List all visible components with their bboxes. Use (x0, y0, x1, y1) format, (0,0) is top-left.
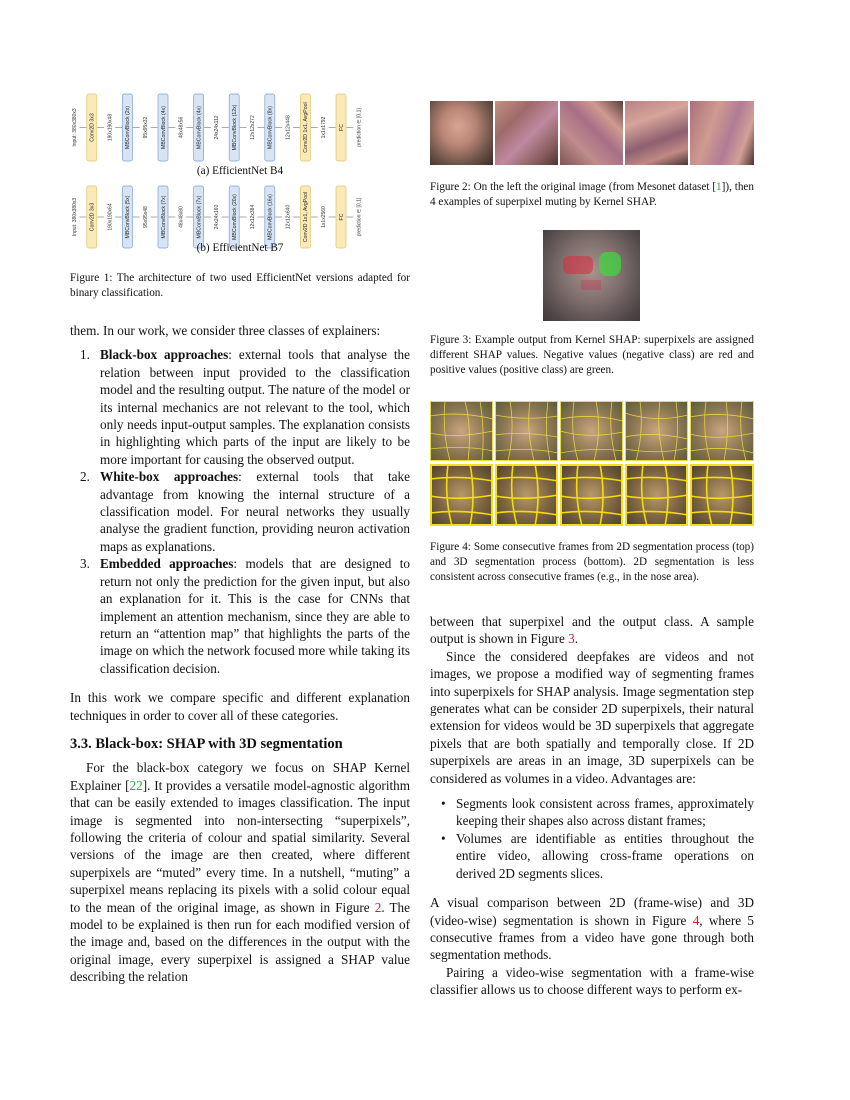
figure-4-caption: Figure 4: Some consecutive frames from 2D segmentation process (top) and 3D segmentation process (bottom). 2D segmentation is less consistent across consecutive frames (e.g., in the nose area). (430, 541, 754, 583)
b7-label: 12x12x640 (285, 204, 292, 230)
b4-label: 12x12x448 (285, 115, 292, 140)
figure-2-caption (430, 180, 754, 210)
shap-paragraph (70, 759, 410, 985)
advantages-list (430, 795, 754, 882)
list-item-text: Segments look consistent across frames, approximately keeping their shapes also across distant frames; (456, 796, 754, 829)
positive-superpixel (599, 252, 621, 276)
shap-output-image (543, 230, 640, 321)
figure-link[interactable]: 3 (568, 631, 575, 647)
b4-label: FC (338, 124, 345, 131)
b7-label: 24x24x160 (214, 204, 221, 230)
bullet-icon: • (441, 830, 446, 846)
b4-label: MBConvBlock (2x) (125, 106, 132, 149)
list-item-title: Embedded approaches (100, 556, 234, 572)
b4-label: 95x95x32 (143, 116, 149, 139)
efficientnet-b4-diagram (70, 90, 410, 165)
b7-label: 1x1x2560 (321, 206, 327, 228)
paragraph: Since the considered deepfakes are videos and not images, we propose a modified way of segmenting frames into superpixels for SHAP analysis. Image segmentation step generates what can be consider 2D superpixels, their natural extension for videos would be 3D superpixels that aggregate pixels that are both spatially and temporally close. If 2D superpixels are areas in an image, 3D superpixels can be considered as volumes in a video. Advantages are: (430, 648, 754, 786)
b4-label: 190x190x48 (107, 113, 114, 142)
b7-label: MBConvBlock (7x) (160, 195, 167, 239)
b7-label: MBConvBlock (16x) (267, 194, 274, 240)
b4-label: 12x12x272 (249, 115, 256, 140)
paragraph-text: , where 5 consecutive frames from a video have gone through both segmentation methods. (430, 912, 755, 963)
b7-label: Conv2D 1x1, AvgPool (303, 191, 310, 243)
b4-label: prediction ∈ [0,1] (356, 108, 363, 147)
list-item (430, 830, 754, 882)
b7-label: Input: 380x380x3 (71, 197, 78, 237)
negative-superpixel (581, 280, 601, 290)
muted-face-image (625, 101, 688, 165)
list-number: 2. (80, 469, 90, 485)
figure-1 (70, 90, 410, 265)
figure-link[interactable]: 4 (692, 912, 700, 928)
segmentation-grid (430, 401, 754, 526)
muted-face-image (560, 101, 623, 165)
bullet-icon: • (441, 796, 446, 812)
b7-label: MBConvBlock (20x) (232, 194, 238, 240)
figure-1-caption: Figure 1: The architecture of two used EfficientNet versions adapted for binary classification. (70, 272, 410, 299)
list-item (430, 795, 754, 830)
b7-label: MBConvBlock (7x) (196, 195, 203, 239)
list-item-text: : models that are designed to return not only the prediction for the given input, but also an explanation for it. This is the case for CNNs that implement an attention mechanism, since they are able to return an “attention map” that highlights the parts of the image on which the network focused more while taking its classification decision. (100, 556, 410, 676)
citation-link[interactable]: 22 (129, 777, 143, 793)
shap-text: . The model to be explained is then run for each modified version of the image and, based on the differences in the output with the original image, every superpixel is assigned a SHAP value describing the relation (70, 899, 411, 985)
b7-label: MBConvBlock (5x) (125, 195, 132, 239)
right-column (430, 613, 754, 999)
b7-label: prediction ∈ [0,1] (356, 197, 363, 237)
paragraph-text: . (574, 631, 578, 647)
muted-face-image (690, 101, 754, 165)
b7-label: Conv2D 3x3 (89, 202, 96, 232)
figure-2-strip (430, 101, 754, 165)
paragraph-text: A visual comparison between 2D (frame-wise) and 3D (video-wise) segmentation is shown in Figure (430, 895, 754, 928)
intro-paragraph: them. In our work, we consider three classes of explainers: (70, 323, 381, 338)
original-face-image (430, 101, 493, 165)
b4-label: MBConvBlock (4x) (196, 106, 203, 149)
b4-label: Conv2D 1x1, AvgPool (303, 102, 310, 153)
compare-paragraph: In this work we compare specific and different explanation techniques in order to cover all of these categories. (70, 690, 410, 723)
shap-text: ]. It provides a versatile model-agnostic algorithm that can be easily extended to images classification. The input image is segmented into non-intersecting “superpixels”, following the criteria of colour and spatial similarity. Several versions of the image are then created, where different superpixels are “muted” every time. In a nutshell, “muting” a superpixel means replacing its pixels with a solid colour equal to the mean of the original image, as shown in Figure (70, 777, 410, 915)
b4-label: MBConvBlock (12x) (232, 104, 238, 151)
b4-label: 24x24x112 (214, 115, 221, 140)
shap-text: For the black-box category we focus on SHAP Kernel Explainer [ (70, 760, 410, 793)
explainer-list (70, 346, 410, 677)
figure-3-caption: Figure 3: Example output from Kernel SHAP: superpixels are assigned different SHAP values. Negative values (negative class) are red and positive values (positive class) are green. (430, 334, 754, 376)
negative-superpixel (563, 256, 593, 274)
b4-label: Input: 380x380x3 (71, 108, 78, 147)
list-item (70, 555, 410, 677)
section-title: 3.3. Black-box: SHAP with 3D segmentation (70, 735, 343, 752)
caption-text: ]), then 4 examples of superpixel muting by Kernel SHAP. (430, 181, 754, 208)
paragraph: Pairing a video-wise segmentation with a frame-wise classifier allows us to choose different ways to perform ex- (430, 964, 754, 998)
b7-label: 12x12x384 (249, 204, 256, 230)
list-item (70, 468, 410, 555)
figure-link[interactable]: 2 (374, 899, 382, 915)
b7-label: 48x48x80 (178, 206, 185, 228)
list-number: 1. (80, 347, 90, 363)
superpixel-boundaries (430, 401, 754, 526)
b4-label: 1x1x1792 (321, 116, 327, 139)
list-item-title: White-box approaches (100, 469, 239, 485)
subcaption-b4: (a) EfficientNet B4 (196, 165, 284, 177)
list-item (70, 346, 410, 468)
b4-label: 48x48x56 (178, 116, 185, 139)
list-item-text: Volumes are identifiable as entities throughout the entire video, allowing cross-frame operations on derived 2D segments slices. (456, 830, 754, 881)
b7-label: FC (338, 213, 345, 221)
list-number: 3. (80, 556, 90, 572)
paragraph (430, 894, 754, 964)
b4-label: Conv2D 3x3 (89, 113, 96, 142)
caption-text: Figure 2: On the left the original image (from Mesonet dataset [ (430, 181, 717, 193)
list-item-text: : external tools that take advantage from knowing the internal structure of a classification model. For neural networks they usually analyse the gradient function, providing neuron activation maps as explanations. (100, 469, 410, 554)
b4-label: MBConvBlock (4x) (160, 106, 167, 149)
list-item-title: Black-box approaches (100, 347, 229, 363)
subcaption-b7: (b) EfficientNet B7 (196, 242, 284, 254)
list-item-text: : external tools that analyse the relation between input provided to the classification model and the resulting output. The nature of the model or its internal mechanics are not relevant to the tool, which only needs input-output samples. The explanation consists in highlighting which parts of the input are likely to be more important for causing the observed output. (100, 347, 410, 467)
muted-face-image (495, 101, 558, 165)
left-column (70, 322, 410, 986)
paragraph-text: between that superpixel and the output class. A sample output is shown in Figure (430, 614, 754, 647)
b7-label: 95x95x48 (143, 206, 149, 228)
citation-link[interactable]: 1 (716, 181, 722, 193)
b7-label: 190x190x64 (107, 203, 114, 231)
paragraph (430, 613, 754, 648)
b4-label: MBConvBlock (8x) (267, 106, 274, 149)
